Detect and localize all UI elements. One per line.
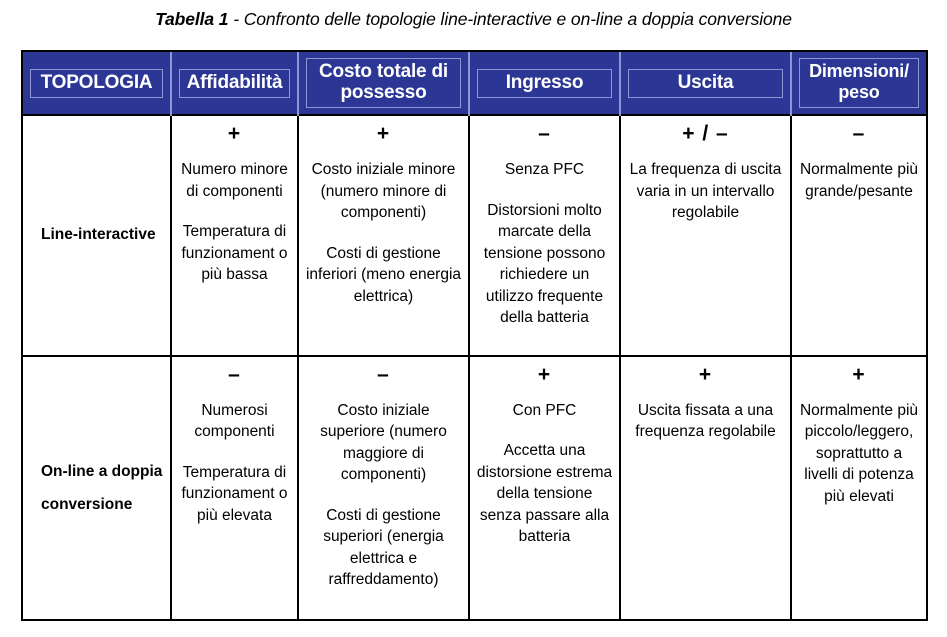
column-header-topologia [23, 52, 171, 115]
cell-paragraph: Temperatura di funzionament o più bassa [181, 223, 288, 283]
cell-line-interactive-affidabilita [171, 115, 298, 356]
row-label-on-line-doppia-conversione-text: On-line a doppia conversione [41, 462, 163, 513]
column-header-dimensioni-peso-label: Dimensioni/ peso [799, 58, 919, 108]
column-header-uscita-label: Uscita [628, 69, 783, 98]
cell-paragraph: Costo iniziale minore (numero minore di componenti) [311, 161, 456, 221]
cell-paragraph: Normalmente più grande/pesante [799, 161, 919, 200]
cell-paragraph: Uscita fissata a una frequenza regolabile [635, 401, 776, 441]
comparison-table-frame [21, 50, 928, 621]
cell-paragraph: Numero minore di componenti [181, 161, 288, 200]
cell-on-line-ingresso [469, 356, 620, 619]
column-header-ingresso [469, 52, 620, 115]
cell-paragraph: Normalmente più piccolo/leggero, soprattutto a livelli di potenza più elevati [799, 401, 919, 505]
column-header-topologia-label: TOPOLOGIA [30, 69, 163, 98]
column-header-affidabilita [171, 52, 298, 115]
table-row [23, 115, 926, 356]
cell-paragraph: Costo iniziale superiore (numero maggiore di componenti) [320, 401, 447, 484]
column-header-costo-totale-di-possesso-label: Costo totale di possesso [306, 58, 461, 108]
cell-paragraph: Numerosi componenti [194, 401, 275, 441]
rating-sign: + [376, 122, 391, 145]
cell-on-line-affidabilita [171, 356, 298, 619]
cell-paragraph: Con PFC [512, 401, 577, 419]
table-body [23, 115, 926, 619]
table-row [23, 356, 926, 619]
comparison-table [23, 52, 926, 619]
rating-sign: + [698, 362, 713, 386]
cell-paragraph: Distorsioni molto marcate della tensione possono richiedere un utilizzo frequente della batteria [483, 201, 606, 326]
rating-sign: + / – [682, 122, 729, 145]
cell-line-interactive-costo [298, 115, 469, 356]
column-header-costo-totale-di-possesso [298, 52, 469, 115]
cell-line-interactive-dimensioni [791, 115, 926, 356]
cell-paragraph: Costi di gestione superiori (energia elettrica e raffreddamento) [323, 506, 444, 589]
column-header-ingresso-label: Ingresso [477, 69, 612, 98]
rating-sign: – [228, 362, 241, 386]
cell-paragraph: Accetta una distorsione estrema della tensione senza passare alla batteria [476, 442, 613, 546]
row-label-on-line-doppia-conversione [23, 356, 171, 619]
row-label-line-interactive-text: Line-interactive [41, 226, 156, 244]
cell-on-line-dimensioni [791, 356, 926, 619]
rating-sign: + [537, 362, 552, 386]
cell-line-interactive-ingresso [469, 115, 620, 356]
cell-on-line-uscita [620, 356, 791, 619]
cell-paragraph: La frequenza di uscita varia in un intervallo regolabile [629, 161, 782, 221]
cell-line-interactive-uscita [620, 115, 791, 356]
rating-sign: – [538, 122, 551, 145]
cell-paragraph: Senza PFC [504, 161, 585, 178]
rating-sign: + [227, 122, 242, 145]
rating-sign: + [852, 362, 866, 386]
rating-sign: – [852, 122, 866, 145]
cell-on-line-costo [298, 356, 469, 619]
header-row [23, 52, 926, 115]
caption-label: Tabella 1 [155, 9, 229, 29]
table-caption [0, 9, 947, 30]
column-header-dimensioni-peso [791, 52, 926, 115]
rating-sign: – [377, 362, 390, 386]
cell-paragraph: Costi di gestione inferiori (meno energia elettrica) [305, 244, 462, 305]
cell-paragraph: Temperatura di funzionament o più elevata [181, 463, 288, 524]
row-label-line-interactive [23, 115, 171, 356]
table-header [23, 52, 926, 115]
column-header-uscita [620, 52, 791, 115]
column-header-affidabilita-label: Affidabilità [179, 69, 290, 98]
caption-text: - Confronto delle topologie line-interactive e on-line a doppia conversione [228, 9, 792, 29]
